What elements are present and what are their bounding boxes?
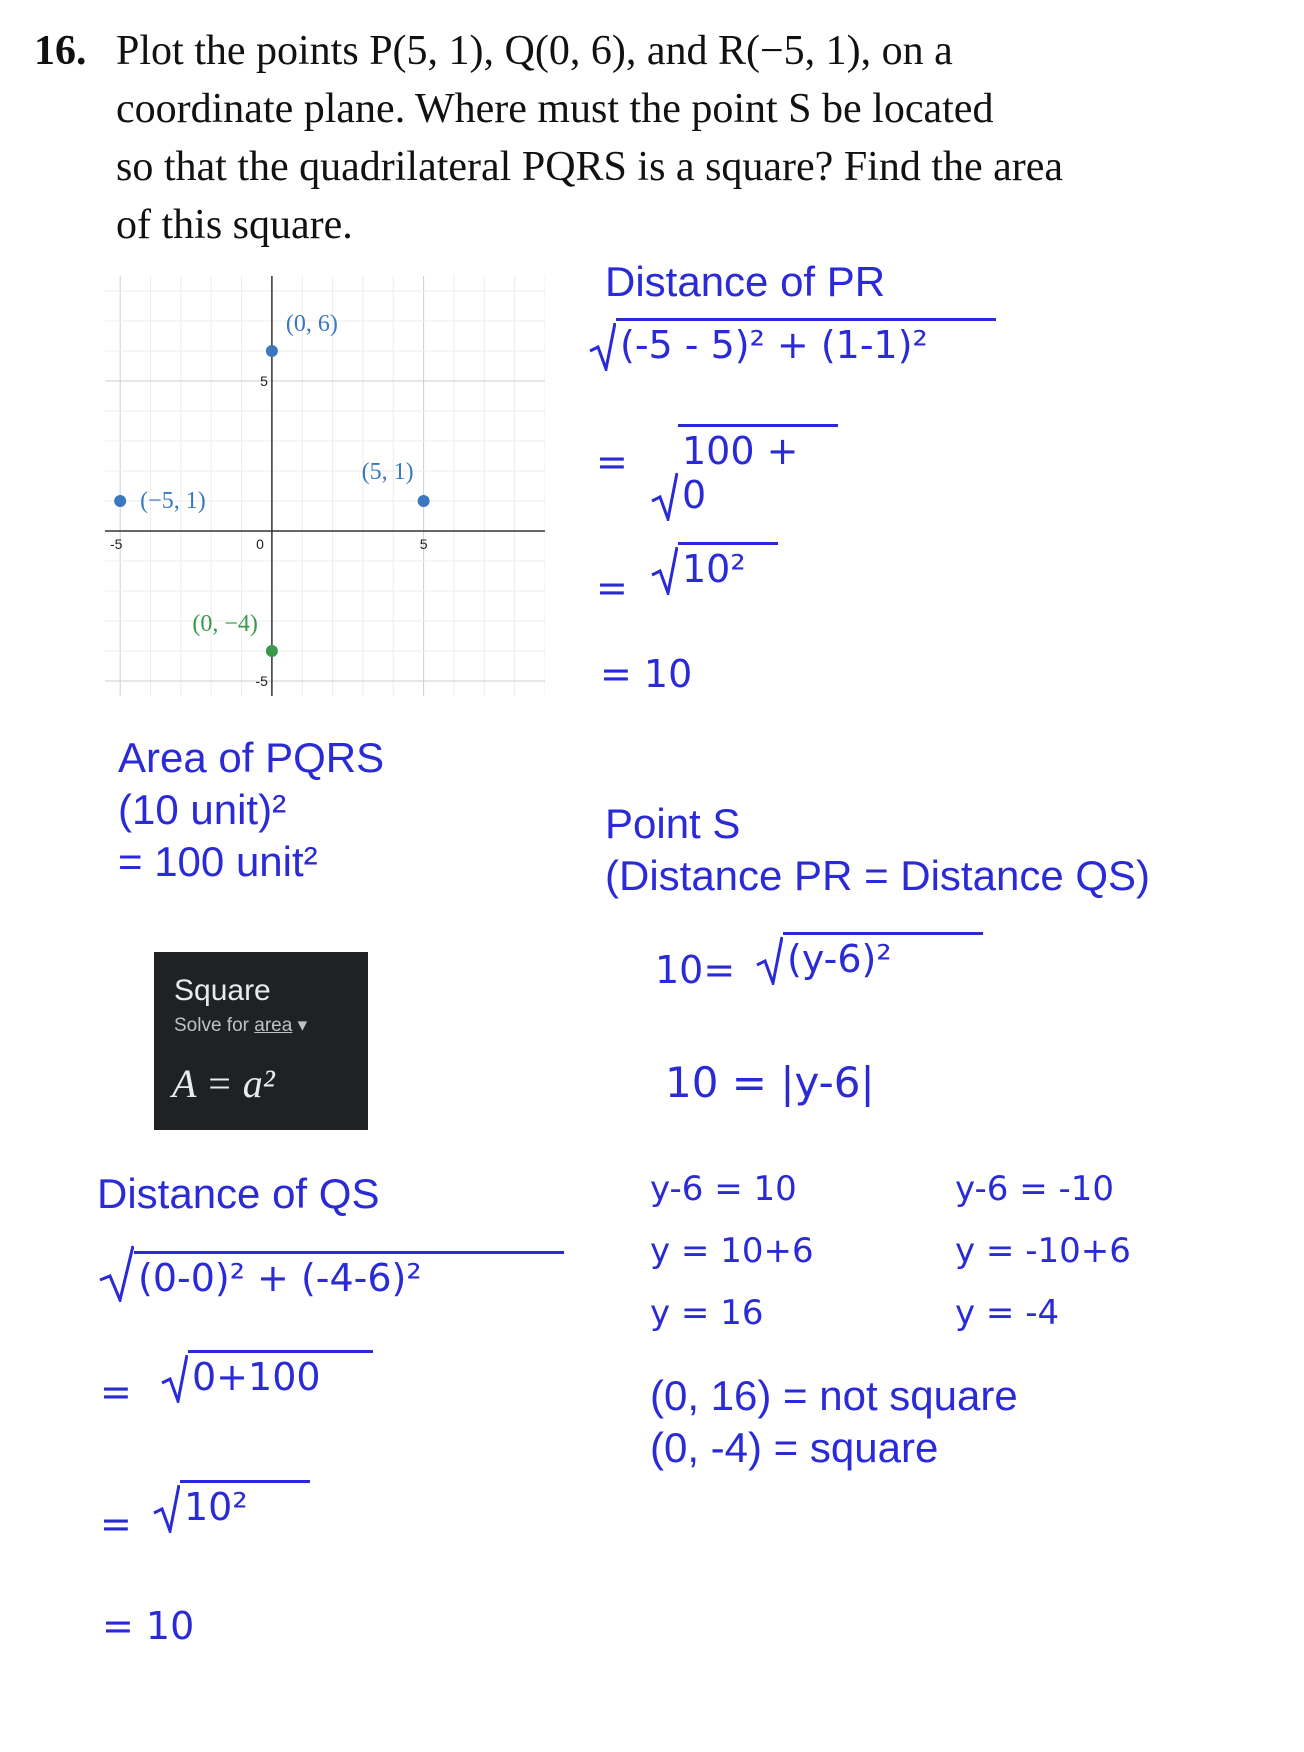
formula-card-solve-prefix: Solve for — [174, 1015, 249, 1036]
point-q-label: (0, 6) — [285, 311, 338, 337]
pr-step-2-value: 10² — [678, 542, 778, 591]
graph-axes — [105, 276, 545, 696]
formula-card-solve — [174, 1014, 307, 1037]
qs-step-1-value: 0+100 — [188, 1350, 373, 1399]
point-p-label: (5, 1) — [361, 459, 414, 485]
pr-eq-1: = — [596, 440, 628, 484]
pr-heading: Distance of PR — [605, 258, 886, 305]
point-s-eq1-lhs: 10= — [655, 948, 736, 992]
qs-result: = 10 — [102, 1604, 195, 1648]
pr-radical — [588, 318, 996, 376]
left-case-line-2: y = 10+6 — [650, 1231, 814, 1271]
area-block — [118, 732, 384, 888]
x-tick-5: 5 — [419, 536, 428, 552]
chevron-down-icon[interactable]: ▾ — [297, 1015, 308, 1036]
left-case-line-1: y-6 = 10 — [650, 1169, 797, 1209]
problem-line-4: of this square. — [116, 202, 353, 248]
left-case — [650, 1158, 814, 1344]
point-s-eq1-radical — [755, 932, 983, 990]
point-s-subheading: (Distance PR = Distance QS) — [605, 852, 1151, 899]
formula-card-solve-link[interactable]: area — [254, 1015, 293, 1036]
right-case-line-2: y = -10+6 — [955, 1231, 1131, 1271]
problem-line-1: Plot the points P(5, 1), Q(0, 6), and R(−5, 1), on a — [116, 28, 953, 74]
area-line-1: (10 unit)² — [118, 786, 287, 833]
formula-card-title: Square — [174, 974, 271, 1007]
conclusion-line-1: (0, 16) = not square — [650, 1372, 1018, 1419]
point-s-dot — [266, 645, 278, 657]
area-heading: Area of PQRS — [118, 734, 385, 781]
qs-step-2 — [152, 1480, 310, 1538]
right-case-line-1: y-6 = -10 — [955, 1169, 1115, 1209]
x-tick-0: 0 — [256, 536, 264, 552]
right-case — [955, 1158, 1131, 1344]
pr-step-2 — [650, 542, 778, 600]
problem-number: 16. — [34, 28, 87, 74]
coordinate-graph — [105, 276, 545, 696]
pr-step-1-value: 100 + 0 — [678, 424, 838, 517]
problem-text — [116, 22, 1266, 254]
problem-line-2: coordinate plane. Where must the point S be located — [116, 86, 994, 132]
pr-step-1 — [650, 424, 838, 526]
left-case-line-3: y = 16 — [650, 1293, 764, 1333]
point-s-block — [605, 798, 1150, 902]
point-r-label: (−5, 1) — [140, 488, 206, 514]
qs-eq-2: = — [100, 1502, 132, 1546]
conclusion — [650, 1370, 1018, 1474]
y-tick-5: 5 — [260, 373, 268, 389]
area-line-2: = 100 unit² — [118, 838, 318, 885]
formula-card-formula: A = a² — [172, 1061, 275, 1106]
qs-radical — [98, 1244, 564, 1309]
point-r-dot — [114, 495, 126, 507]
pr-eq-2: = — [596, 566, 628, 610]
graph-grid — [105, 276, 545, 696]
pr-result: = 10 — [600, 652, 693, 696]
pr-expression: (-5 - 5)² + (1-1)² — [616, 318, 996, 367]
qs-expression: (0-0)² + (-4-6)² — [134, 1251, 564, 1300]
y-tick-neg5: -5 — [255, 673, 268, 689]
point-s-label: (0, −4) — [192, 611, 258, 637]
qs-heading: Distance of QS — [97, 1170, 380, 1217]
point-q-dot — [266, 345, 278, 357]
qs-eq-1: = — [100, 1370, 132, 1414]
right-case-line-3: y = -4 — [955, 1293, 1060, 1333]
point-p-dot — [418, 495, 430, 507]
square-formula-card — [154, 952, 368, 1130]
x-tick-neg5: -5 — [109, 536, 123, 552]
qs-step-2-value: 10² — [180, 1480, 310, 1529]
point-s-eq1-rad-value: (y-6)² — [783, 932, 983, 981]
qs-step-1 — [160, 1350, 373, 1408]
problem-line-3: so that the quadrilateral PQRS is a square? Find the area — [116, 144, 1064, 190]
conclusion-line-2: (0, -4) = square — [650, 1424, 939, 1471]
point-s-eq2: 10 = |y-6| — [665, 1058, 875, 1107]
point-s-heading: Point S — [605, 800, 741, 847]
